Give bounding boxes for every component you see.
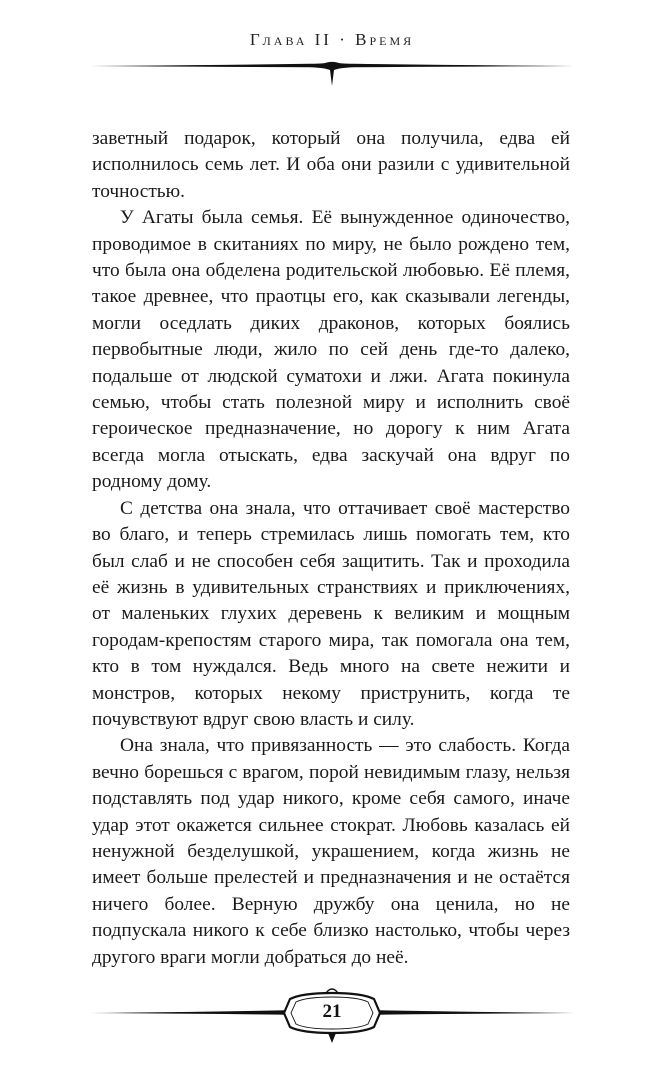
paragraph-2: У Агаты была семья. Её вынужденное одиночество, проводимое в скитаниях по миру, не было рождено тем, что была она обделена родительской любовью. Её племя, такое древнее, что праотцы его, как сказывали легенды, могли оседлать диких драконов, которых боялись первобытные люди, жило по сей день где-то далеко, подальше от людской суматохи и лжи. Агата покинула семью, чтобы стать полезной миру и исполнить своё героическое предназначение, но дорогу к ним Агата всегда могла отыскать, едва заскучай она вдруг по родному дому.: [92, 207, 570, 493]
paragraph-4: Она знала, что привязанность — это слабость. Когда вечно борешься с врагом, порой невидимым глазу, нельзя подставлять под удар никого, кроме себя самого, иначе удар этот окажется сильнее стократ. Любовь казалась ей ненужной безделушкой, украшением, когда жизнь не имеет больше прелестей и предназначения и не остаётся ничего более. Верную дружбу она ценила, но не подпускала никого к себе близко настолько, чтобы через другого враги могли добраться до неё.: [92, 735, 570, 968]
body-text: [92, 126, 570, 971]
page-number: 21: [322, 1001, 342, 1022]
paragraph-3: С детства она знала, что оттачивает своё мастерство во благо, и теперь стремилась лишь помогать тем, кто был слаб и не способен себя защитить. Так и проходила её жизнь в удивительных странствиях и приключениях, от маленьких глухих деревень к великим и мощным городам-крепостям старого мира, так помогала она тем, кто в том нуждался. Ведь много на свете нежити и монстров, которых некому приструнить, когда те почувствуют вдруг свою власть и силу.: [92, 497, 570, 730]
header-ornament-divider: [90, 54, 574, 88]
paragraph-1: заветный подарок, который она получила, едва ей исполнилось семь лет. И оба они разили с удивительной точностью.: [92, 128, 570, 202]
running-title: Глава II · Время: [249, 30, 415, 49]
